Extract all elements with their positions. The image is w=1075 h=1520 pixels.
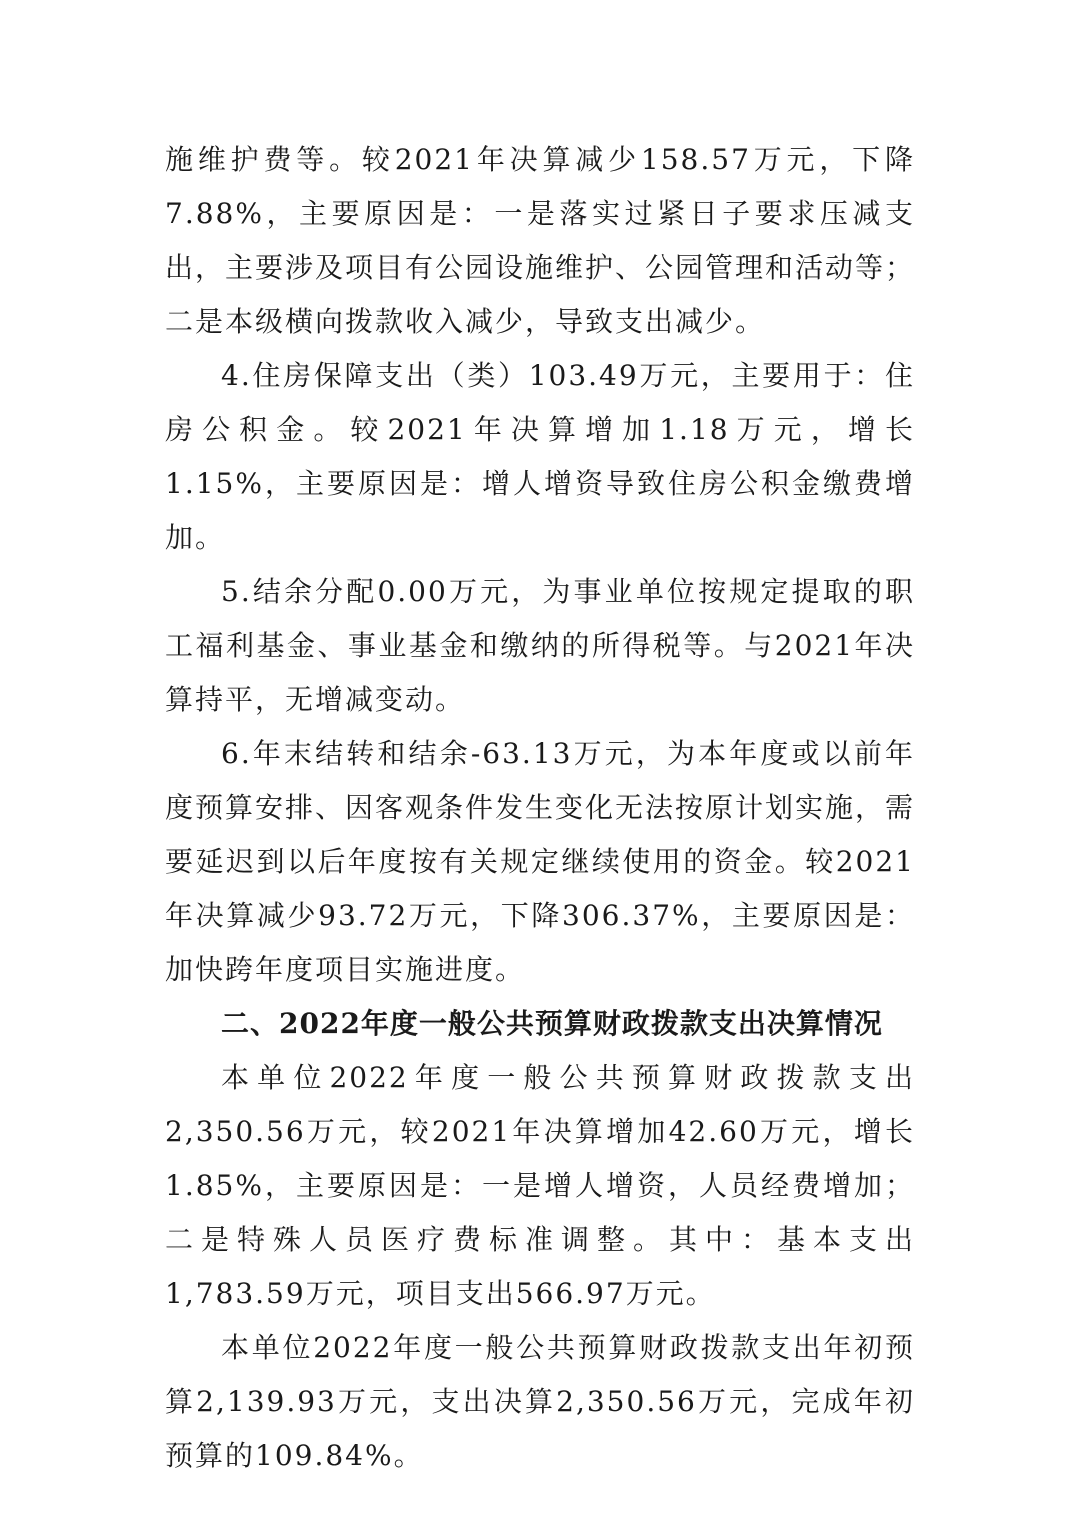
paragraph-item-5-surplus-distribution: 5.结余分配0.00万元，为事业单位按规定提取的职工福利基金、事业基金和缴纳的所得税等。与2021年决算持平，无增减变动。 bbox=[165, 575, 915, 716]
paragraph-continuation: 施维护费等。较2021年决算减少158.57万元，下降7.88%，主要原因是：一是落实过紧日子要求压减支出，主要涉及项目有公园设施维护、公园管理和活动等；二是本级横向拨款收入减少，导致支出减少。 bbox=[165, 143, 916, 338]
paragraph-item-4-housing: 4.住房保障支出（类）103.49万元，主要用于：住房公积金。较2021年决算增加1.18万元，增长1.15%，主要原因是：增人增资导致住房公积金缴费增加。 bbox=[165, 359, 915, 554]
paragraph-item-6-year-end-balance: 6.年末结转和结余-63.13万元，为本年度或以前年度预算安排、因客观条件发生变化无法按原计划实施，需要延迟到以后年度按有关规定继续使用的资金。较2021年决算减少93.72万元，下降306.37%，主要原因是：加快跨年度项目实施进度。 bbox=[165, 737, 916, 986]
section-heading: 二、2022年度一般公共预算财政拨款支出决算情况 bbox=[221, 1007, 883, 1040]
document-body bbox=[165, 133, 915, 1483]
paragraph-section-expenditure: 本单位2022年度一般公共预算财政拨款支出2,350.56万元，较2021年决算增加42.60万元，增长1.85%，主要原因是：一是增人增资，人员经费增加；二是特殊人员医疗费标准调整。其中：基本支出1,783.59万元，项目支出566.97万元。 bbox=[165, 1061, 915, 1310]
paragraph-section-budget-completion: 本单位2022年度一般公共预算财政拨款支出年初预算2,139.93万元，支出决算2,350.56万元，完成年初预算的109.84%。 bbox=[165, 1331, 915, 1472]
